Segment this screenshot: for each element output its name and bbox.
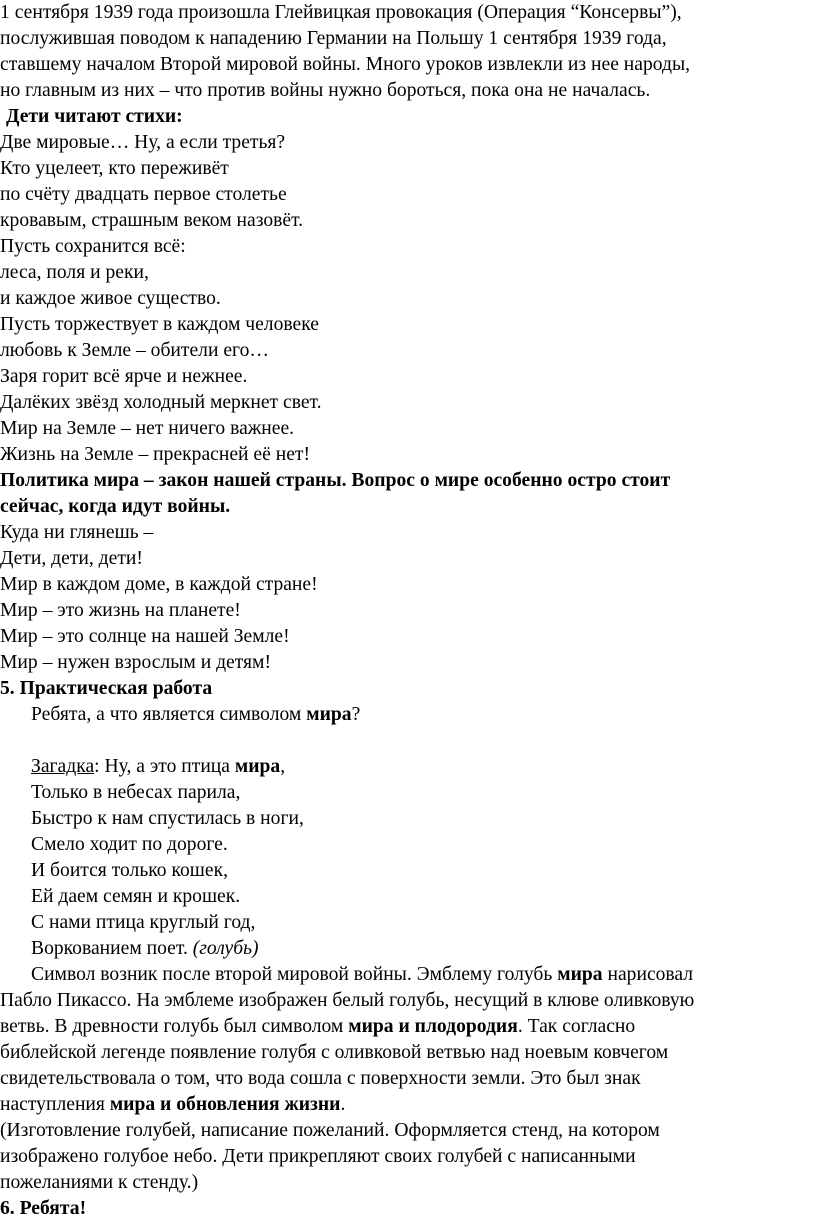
riddle-line: С нами птица круглый год, xyxy=(31,912,256,933)
riddle-label: Загадка xyxy=(31,756,95,777)
blank-line xyxy=(0,728,816,754)
intro-line: ставшему началом Второй мировой войны. Много уроков извлекли из нее народы, xyxy=(0,54,691,75)
poem-one xyxy=(0,130,816,468)
symbol-line xyxy=(0,1014,816,1040)
intro-line: 1 сентября 1939 года произошла Глейвицкая провокация (Операция “Консервы”), xyxy=(0,2,682,23)
intro-paragraph xyxy=(0,0,816,104)
symbol-paragraph xyxy=(0,962,816,1118)
kids-heading xyxy=(0,104,816,130)
activity-line: пожеланиями к стенду.) xyxy=(0,1172,199,1193)
intro-line: но главным из них – что против войны нужно бороться, пока она не началась. xyxy=(0,80,651,101)
policy-line xyxy=(0,494,816,520)
poem-line: Две мировые… Ну, а если третья? xyxy=(0,132,286,153)
symbol-text: ветвь. В древности голубь был символом xyxy=(0,1016,349,1037)
poem-line: Кто уцелеет, кто переживёт xyxy=(0,158,229,179)
poem-line: по счёту двадцать первое столетье xyxy=(0,184,287,205)
poem-two xyxy=(0,520,816,676)
symbol-bold: мира и плодородия xyxy=(348,1016,518,1037)
riddle-text: Воркованием поет. xyxy=(31,938,193,959)
symbol-text: . Так согласно xyxy=(517,1016,636,1037)
symbol-text: нарисовал xyxy=(602,964,694,985)
poem-line: Пусть сохранится всё: xyxy=(0,236,186,257)
riddle-bold: мира xyxy=(234,756,281,777)
activity-line: изображено голубое небо. Дети прикрепляют своих голубей с написанными xyxy=(0,1146,636,1167)
symbol-text: наступления xyxy=(0,1094,110,1115)
section-5-heading xyxy=(0,676,816,702)
riddle xyxy=(0,754,816,962)
riddle-text: : Ну, а это птица xyxy=(94,756,235,777)
question-text: Ребята, а что является символом xyxy=(31,704,307,725)
riddle-line: Смело ходит по дороге. xyxy=(31,834,228,855)
symbol-text: . xyxy=(340,1094,346,1115)
section-5-heading-text: 5. Практическая работа xyxy=(0,678,213,699)
policy-text: сейчас, когда идут войны. xyxy=(0,496,231,517)
question-mark: ? xyxy=(351,704,361,725)
poem-line: Куда ни глянешь – xyxy=(0,522,154,543)
riddle-line: Ей даем семян и крошек. xyxy=(31,886,241,907)
riddle-line: Только в небесах парила, xyxy=(31,782,241,803)
section-6-heading xyxy=(0,1196,816,1222)
poem-line: любовь к Земле – обители его… xyxy=(0,340,269,361)
policy-text: Политика мира – закон нашей страны. Вопрос о мире особенно остро стоит xyxy=(0,470,671,491)
activity-line: (Изготовление голубей, написание пожеланий. Оформляется стенд, на котором xyxy=(0,1120,660,1141)
poem-line: Далёких звёзд холодный меркнет свет. xyxy=(0,392,322,413)
riddle-answer: (голубь) xyxy=(192,938,259,959)
activity-paragraph xyxy=(0,1118,816,1196)
poem-line: Дети, дети, дети! xyxy=(0,548,143,569)
riddle-line: И боится только кошек, xyxy=(31,860,229,881)
symbol-line xyxy=(0,1092,816,1118)
riddle-line: Быстро к нам спустилась в ноги, xyxy=(31,808,304,829)
poem-line: Мир – это жизнь на планете! xyxy=(0,600,241,621)
policy-paragraph xyxy=(0,468,816,520)
poem-line: Мир – это солнце на нашей Земле! xyxy=(0,626,290,647)
poem-line: Жизнь на Земле – прекрасней её нет! xyxy=(0,444,310,465)
question-bold: мира xyxy=(306,704,352,725)
poem-line: Мир на Земле – нет ничего важнее. xyxy=(0,418,295,439)
section-6-heading-text: 6. Ребята! xyxy=(0,1198,87,1219)
symbol-line: Пабло Пикассо. На эмблеме изображен белый голубь, несущий в клюве оливковую xyxy=(0,990,695,1011)
symbol-line: библейской легенде появление голубя с оливковой ветвью над ноевым ковчегом xyxy=(0,1042,669,1063)
symbol-bold: мира и обновления жизни xyxy=(109,1094,341,1115)
symbol-text: Символ возник после второй мировой войны. Эмблему голубь xyxy=(31,964,558,985)
riddle-first-line xyxy=(0,754,816,780)
poem-line: кровавым, страшным веком назовёт. xyxy=(0,210,304,231)
riddle-punct: , xyxy=(280,756,286,777)
question-line xyxy=(0,702,816,728)
riddle-last-line xyxy=(0,936,816,962)
poem-line: Заря горит всё ярче и нежнее. xyxy=(0,366,248,387)
symbol-bold: мира xyxy=(557,964,603,985)
poem-line: Пусть торжествует в каждом человеке xyxy=(0,314,319,335)
intro-line: послужившая поводом к нападению Германии на Польшу 1 сентября 1939 года, xyxy=(0,28,667,49)
kids-heading-text: Дети читают стихи: xyxy=(6,106,183,127)
symbol-line xyxy=(0,962,816,988)
poem-line: Мир в каждом доме, в каждой стране! xyxy=(0,574,318,595)
symbol-line: свидетельствовала о том, что вода сошла с поверхности земли. Это был знак xyxy=(0,1068,641,1089)
poem-line: и каждое живое существо. xyxy=(0,288,221,309)
policy-line xyxy=(0,468,816,494)
poem-line: леса, поля и реки, xyxy=(0,262,149,283)
poem-line: Мир – нужен взрослым и детям! xyxy=(0,652,271,673)
